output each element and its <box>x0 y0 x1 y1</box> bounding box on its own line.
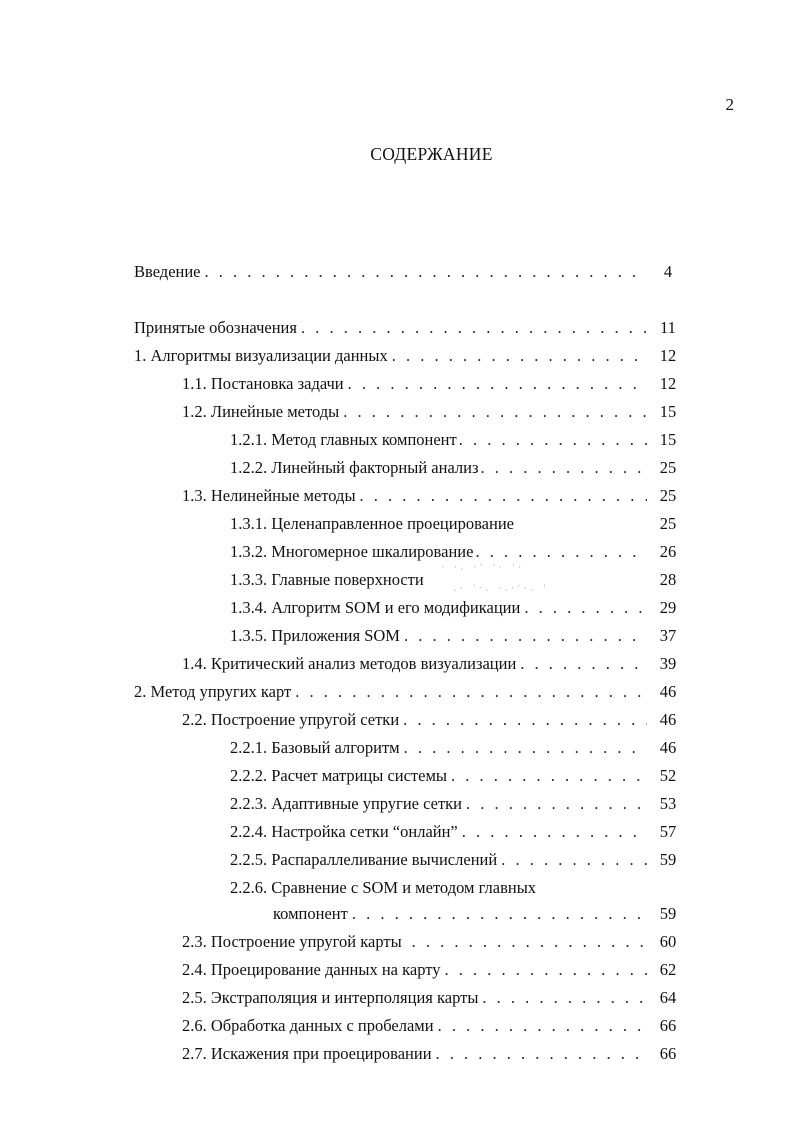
dot-leader <box>301 318 647 338</box>
toc-entry-1-1 <box>182 374 683 398</box>
toc-entry-page: 57 <box>659 822 677 841</box>
dot-leader <box>444 960 647 980</box>
toc-entry-label: 1.3. Нелинейные методы <box>182 486 356 505</box>
toc-entry-1-3-1 <box>230 514 683 538</box>
toc-entry-1-4 <box>182 654 683 678</box>
toc-entry-page: 25 <box>659 458 677 477</box>
dot-leader <box>392 346 647 366</box>
toc-entry-label: 2.2.3. Адаптивные упругие сетки <box>230 794 463 813</box>
toc-entry-page: 4 <box>663 262 673 281</box>
toc-entry-label: 1.4. Критический анализ методов визуализации <box>182 654 517 673</box>
dot-leader <box>466 794 647 814</box>
toc-entry-2-3 <box>182 932 683 956</box>
toc-entry-page: 37 <box>659 626 677 645</box>
page-number: 2 <box>725 95 734 114</box>
toc-entry-label: 1.2. Линейные методы <box>182 402 340 421</box>
toc-entry-2-2-2 <box>230 766 683 790</box>
toc-heading: СОДЕРЖАНИЕ <box>370 144 493 164</box>
toc-entry-page: 25 <box>659 486 677 505</box>
dot-leader <box>348 374 647 394</box>
toc-entry-label: 1.3.4. Алгоритм SOM и его модификации <box>230 598 521 617</box>
toc-entry-page: 46 <box>659 738 677 757</box>
toc-entry-page: 46 <box>659 682 677 701</box>
scan-artifact: · ·. ·' '· '· <box>440 563 524 573</box>
scan-artifact: .· '·. ·.·'·. ' <box>452 584 549 594</box>
dot-leader <box>451 766 647 786</box>
toc-entry-page: 12 <box>659 374 677 393</box>
toc-entry-label: 1.1. Постановка задачи <box>182 374 344 393</box>
toc-entry-page: 59 <box>659 850 677 869</box>
toc-entry-2-2-5 <box>230 850 683 874</box>
dot-leader <box>438 1016 647 1036</box>
toc-entry-label: 2.2.1. Базовый алгоритм <box>230 738 400 757</box>
toc-entry-label: 2. Метод упругих карт <box>134 682 292 701</box>
toc-entry-label: 1.3.3. Главные поверхности <box>230 570 424 589</box>
toc-entry-label: 2.2. Построение упругой сетки <box>182 710 400 729</box>
toc-entry-page: 25 <box>659 514 677 533</box>
toc-entry-page: 28 <box>659 570 677 589</box>
toc-entry-label: 2.2.4. Настройка сетки “онлайн” <box>230 822 458 841</box>
dot-leader <box>462 822 647 842</box>
toc-entry-page: 15 <box>659 402 677 421</box>
toc-entry-continuation: компонент <box>273 904 348 923</box>
toc-entry-chapter-2 <box>134 682 683 706</box>
toc-entry-2-6 <box>182 1016 683 1040</box>
toc-entry-2-2-6-label: 2.2.6. Сравнение с SOM и методом главных <box>230 878 537 897</box>
toc-entry-page: 52 <box>659 766 677 785</box>
dot-leader <box>404 626 647 646</box>
toc-entry-label: 1.3.5. Приложения SOM <box>230 626 400 645</box>
toc-entry-page: 60 <box>659 932 677 951</box>
dot-leader <box>436 1044 647 1064</box>
toc-entry-page: 66 <box>659 1044 677 1063</box>
toc-entry-label: 2.2.5. Распараллеливание вычислений <box>230 850 498 869</box>
toc-entry-page: 26 <box>659 542 677 561</box>
toc-entry-label: 1.3.2. Многомерное шкалирование <box>230 542 474 561</box>
dot-leader <box>481 458 647 478</box>
toc-entry-page: 12 <box>659 346 677 365</box>
dot-leader <box>205 262 643 282</box>
toc-entry-label: 2.6. Обработка данных с пробелами <box>182 1016 434 1035</box>
toc-entry-2-2-6 <box>273 904 683 928</box>
dot-leader <box>360 486 647 506</box>
toc-entry-page: 59 <box>659 904 677 923</box>
toc-entry-page: 53 <box>659 794 677 813</box>
dot-leader <box>501 850 647 870</box>
toc-entry-2-2 <box>182 710 683 734</box>
dot-leader <box>412 932 647 952</box>
toc-entry-label: 2.5. Экстраполяция и интерполяция карты <box>182 988 479 1007</box>
toc-entry-page: 39 <box>659 654 677 673</box>
toc-entry-label: 1. Алгоритмы визуализации данных <box>134 346 388 365</box>
dot-leader <box>520 654 647 674</box>
toc-entry-notation <box>134 318 683 342</box>
toc-entry-page: 11 <box>660 318 676 337</box>
toc-entry-page: 15 <box>659 430 677 449</box>
toc-entry-page: 62 <box>659 960 677 979</box>
toc-entry-2-5 <box>182 988 683 1012</box>
toc-entry-label: 2.4. Проецирование данных на карту <box>182 960 441 979</box>
dot-leader <box>343 402 647 422</box>
dot-leader <box>482 988 647 1008</box>
toc-entry-page: 64 <box>659 988 677 1007</box>
toc-entry-1-3-5 <box>230 626 683 650</box>
toc-entry-page: 66 <box>659 1016 677 1035</box>
dot-leader <box>404 738 647 758</box>
toc-entry-label: 2.7. Искажения при проецировании <box>182 1044 432 1063</box>
dot-leader <box>352 904 647 924</box>
toc-entry-introduction <box>134 262 683 286</box>
toc-entry-1-3-4 <box>230 598 683 622</box>
dot-leader <box>403 710 647 730</box>
toc-entry-1-3 <box>182 486 683 510</box>
toc-entry-page: 46 <box>659 710 677 729</box>
toc-entry-1-2-1 <box>230 430 683 454</box>
dot-leader <box>295 682 647 702</box>
toc-entry-label: 2.3. Построение упругой карты <box>182 932 402 951</box>
toc-entry-2-2-1 <box>230 738 683 762</box>
toc-entry-label: Принятые обозначения <box>134 318 297 337</box>
toc-entry-2-2-4 <box>230 822 683 846</box>
toc-entry-2-2-3 <box>230 794 683 818</box>
toc-entry-page: 29 <box>659 598 677 617</box>
toc-entry-label: 1.2.1. Метод главных компонент <box>230 430 457 449</box>
dot-leader <box>475 542 647 562</box>
toc-entry-2-4 <box>182 960 683 984</box>
toc-entry-label: Введение <box>134 262 201 281</box>
toc-entry-label: 1.3.1. Целенаправленное проецирование <box>230 514 514 533</box>
toc-entry-1-2-2 <box>230 458 683 482</box>
toc-entry-label: 2.2.2. Расчет матрицы системы <box>230 766 447 785</box>
dot-leader <box>459 430 647 450</box>
dot-leader <box>524 598 647 618</box>
toc-entry-2-7 <box>182 1044 683 1068</box>
toc-entry-label: 1.2.2. Линейный факторный анализ <box>230 458 479 477</box>
toc-entry-chapter-1 <box>134 346 683 370</box>
toc-entry-1-2 <box>182 402 683 426</box>
